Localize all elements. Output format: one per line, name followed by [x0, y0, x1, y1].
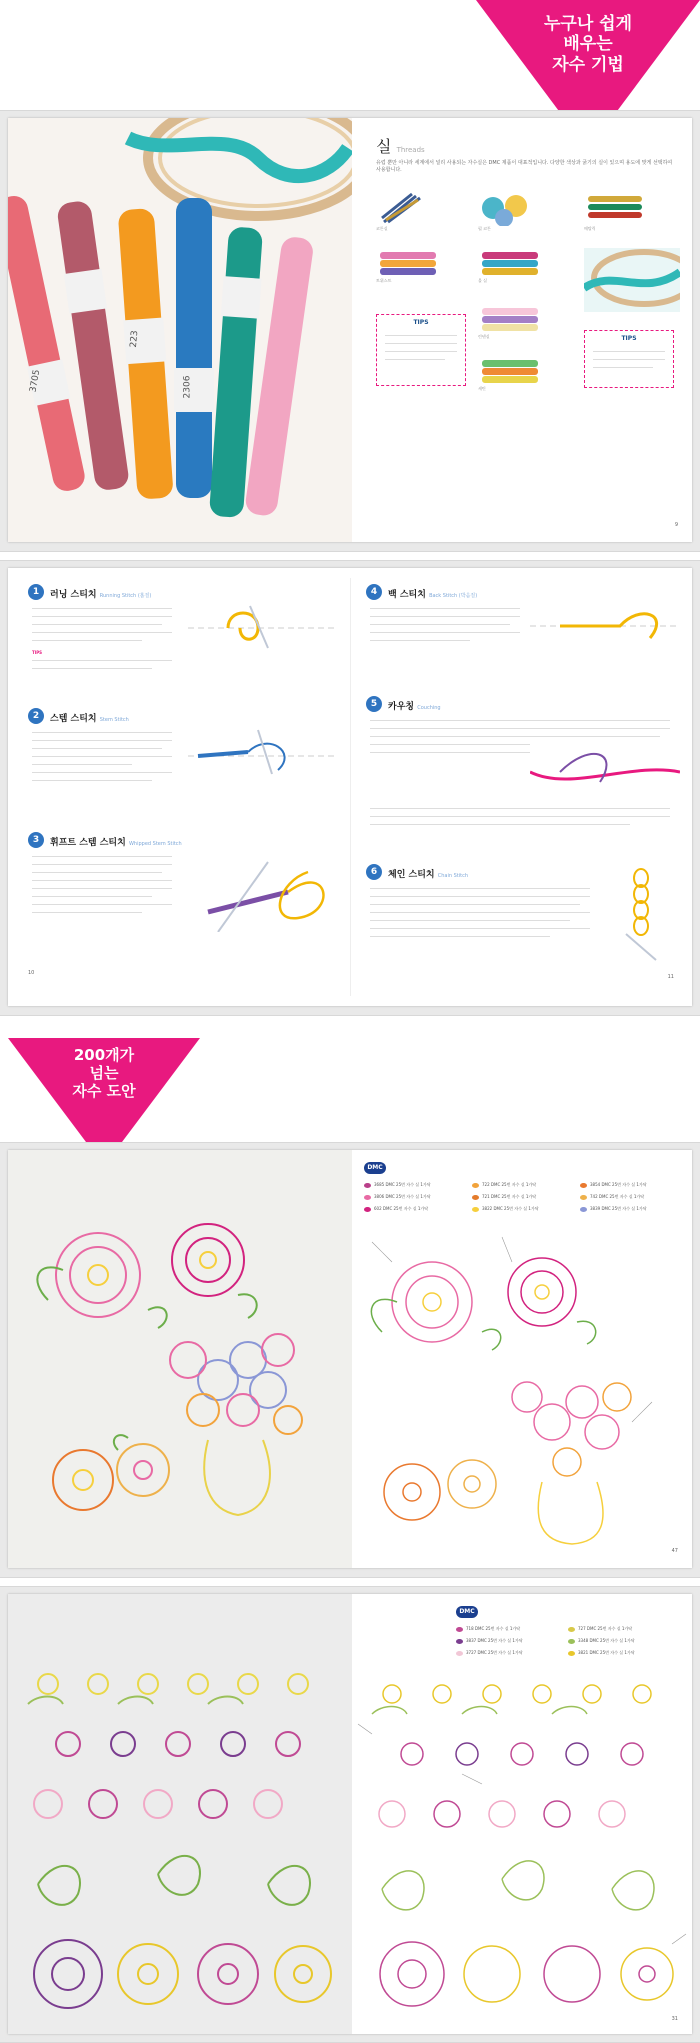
thread-item-2 [478, 192, 568, 232]
color-swatch [456, 1639, 463, 1644]
step-subtitle: Whipped Stem Stitch [128, 841, 182, 847]
color-swatch [580, 1207, 587, 1212]
step-subtitle: Back Stitch (박음질) [429, 593, 478, 599]
thread-item-8 [478, 356, 568, 392]
step-number: 5 [366, 696, 382, 712]
legend-text: 3839 DMC 25번 자수 실 1가닥 [590, 1206, 647, 1211]
tips-box-2 [584, 330, 674, 388]
step-5 [360, 696, 680, 836]
legend-text: 3348 DMC 25번 자수 실 1가닥 [578, 1638, 635, 1643]
legend-row [364, 1180, 431, 1189]
color-swatch [568, 1627, 575, 1632]
legend-text: 718 DMC 25번 자수 실 1가닥 [466, 1626, 521, 1631]
page-number: 31 [671, 2016, 678, 2022]
thread-label: 메탈릭 [584, 226, 596, 231]
step-number: 1 [28, 584, 44, 600]
step-subtitle: Stem Stitch [99, 717, 129, 723]
thread-label: 트위스트 [376, 278, 392, 283]
thread-item-6 [584, 248, 680, 312]
legend-row [568, 1636, 635, 1645]
step-subtitle: Chain Stitch [437, 873, 469, 879]
running-stitch-diagram [188, 598, 338, 658]
thread-label: 코튼실 [376, 226, 388, 231]
back-stitch-diagram [530, 594, 680, 654]
pattern-diagram-2 [352, 1664, 692, 2024]
banner-1-line1: 누구나 쉽게 [543, 14, 633, 34]
legend-text: 3806 DMC 25번 자수 실 1가닥 [374, 1194, 431, 1199]
step-title: 카우칭 [388, 702, 415, 712]
legend-text: 3821 DMC 25번 자수 실 1가닥 [578, 1650, 635, 1655]
tips-title: TIPS [413, 319, 429, 326]
chain-stitch-diagram [606, 864, 676, 964]
whipped-stem-diagram [188, 842, 338, 932]
color-swatch [456, 1651, 463, 1656]
legend-row [472, 1180, 536, 1189]
color-swatch [472, 1207, 479, 1212]
thread-item-3 [584, 192, 674, 232]
dmc-logo-text: DMC [459, 1608, 475, 1615]
banner-2-line2: 넘는 [89, 1064, 119, 1082]
skein-label-2: 223 [128, 330, 141, 348]
step-2 [22, 708, 342, 818]
step-number: 4 [366, 584, 382, 600]
legend-text: 721 DMC 25번 자수 실 1가닥 [482, 1194, 537, 1199]
page-number-left: 10 [28, 970, 35, 976]
thread-label: 울 실 [478, 278, 487, 283]
legend-row [580, 1192, 644, 1201]
page-title: 실 [376, 137, 392, 156]
dmc-logo [456, 1606, 478, 1618]
pattern-spread-1 [8, 1150, 692, 1568]
legend-text: 602 DMC 25번 자수 실 1가닥 [374, 1206, 429, 1211]
color-swatch [580, 1183, 587, 1188]
step-title: 휘프트 스템 스티치 [50, 838, 126, 848]
tips-box-1 [376, 314, 466, 386]
thread-label: 새틴 [478, 386, 486, 391]
color-swatch [364, 1207, 371, 1212]
step-title: 체인 스티치 [388, 870, 435, 880]
color-swatch [364, 1183, 371, 1188]
legend-row [456, 1648, 523, 1657]
pattern-spread-2 [8, 1594, 692, 2034]
step-3 [22, 832, 342, 982]
legend-row [364, 1204, 428, 1213]
legend-text: 3727 DMC 25번 자수 실 1가닥 [466, 1650, 523, 1655]
step-number: 3 [28, 832, 44, 848]
threads-photo [8, 118, 352, 542]
thread-item-7 [478, 304, 568, 340]
color-swatch [472, 1183, 479, 1188]
color-swatch [580, 1195, 587, 1200]
legend-text: 3685 DMC 25번 자수 실 1가닥 [374, 1182, 431, 1187]
legend-row [580, 1180, 647, 1189]
legend-row [568, 1648, 635, 1657]
embroidery-photo-2 [8, 1594, 352, 2034]
stem-stitch-diagram [188, 722, 338, 782]
thread-label: 펄 코튼 [478, 226, 491, 231]
legend-row [472, 1204, 539, 1213]
threads-text-page [360, 118, 692, 542]
banner-2-line1: 200개가 [73, 1046, 135, 1064]
legend-text: 727 DMC 25번 자수 실 1가닥 [578, 1626, 633, 1631]
legend-text: 3822 DMC 25번 자수 실 1가닥 [482, 1206, 539, 1211]
step-1 [22, 584, 342, 694]
tips-label: TIPS [32, 650, 43, 655]
page-title-en: Threads [396, 146, 425, 154]
thread-item-5 [478, 248, 568, 284]
page-number-right: 11 [667, 974, 674, 980]
dmc-logo-text: DMC [367, 1164, 383, 1171]
legend-text: 3854 DMC 25번 자수 실 1가닥 [590, 1182, 647, 1187]
page-number: 47 [671, 1548, 678, 1554]
skein-label-3: 2306 [182, 375, 193, 399]
step-title: 러닝 스티치 [50, 590, 97, 600]
pattern-page-1 [352, 1150, 692, 1568]
legend-row [580, 1204, 647, 1213]
step-subtitle: Running Stitch (홈질) [99, 593, 152, 599]
step-4 [360, 584, 680, 694]
embroidery-photo-1 [8, 1150, 352, 1568]
pattern-page-2 [352, 1594, 692, 2034]
color-swatch [568, 1639, 575, 1644]
banner-1-line3: 자수 기법 [552, 54, 624, 75]
thread-item-1 [376, 192, 466, 232]
legend-text: 722 DMC 25번 자수 실 1가닥 [482, 1182, 537, 1187]
step-number: 2 [28, 708, 44, 724]
step-subtitle: Couching [417, 705, 441, 711]
color-swatch [456, 1627, 463, 1632]
banner-2-text [40, 1046, 168, 1100]
color-swatch [364, 1195, 371, 1200]
step-title: 백 스티치 [388, 590, 426, 600]
legend-row [456, 1636, 523, 1645]
banner-1-text [500, 14, 676, 75]
page-number: 9 [674, 522, 678, 528]
thread-item-4 [376, 248, 466, 284]
skein-label-1: 3705 [28, 368, 43, 394]
step-6 [360, 864, 680, 994]
thread-label: 린넨실 [478, 334, 490, 339]
couching-diagram [530, 732, 680, 802]
step-number: 6 [366, 864, 382, 880]
color-swatch [472, 1195, 479, 1200]
legend-text: 3837 DMC 25번 자수 실 1가닥 [466, 1638, 523, 1643]
banner-1-line2: 배우는 [563, 34, 613, 55]
threads-intro: 유럽 뿐만 아니라 세계에서 널리 사용되는 자수실은 DMC 제품이 대표적입니다. 다양한 색상과 굵기의 실이 있으며 용도에 맞게 선택하여 사용합니다. [376, 160, 673, 173]
tips-title: TIPS [621, 335, 637, 342]
legend-row [456, 1624, 520, 1633]
legend-row [568, 1624, 632, 1633]
legend-row [472, 1192, 536, 1201]
legend-text: 742 DMC 25번 자수 실 1가닥 [590, 1194, 645, 1199]
banner-2-line3: 자수 도안 [72, 1082, 136, 1100]
step-title: 스템 스티치 [50, 714, 97, 724]
threads-spread [8, 118, 692, 542]
color-swatch [568, 1651, 575, 1656]
dmc-logo [364, 1162, 386, 1174]
legend-row [364, 1192, 431, 1201]
stitch-spread [8, 568, 692, 1006]
pattern-diagram-1 [352, 1222, 692, 1552]
